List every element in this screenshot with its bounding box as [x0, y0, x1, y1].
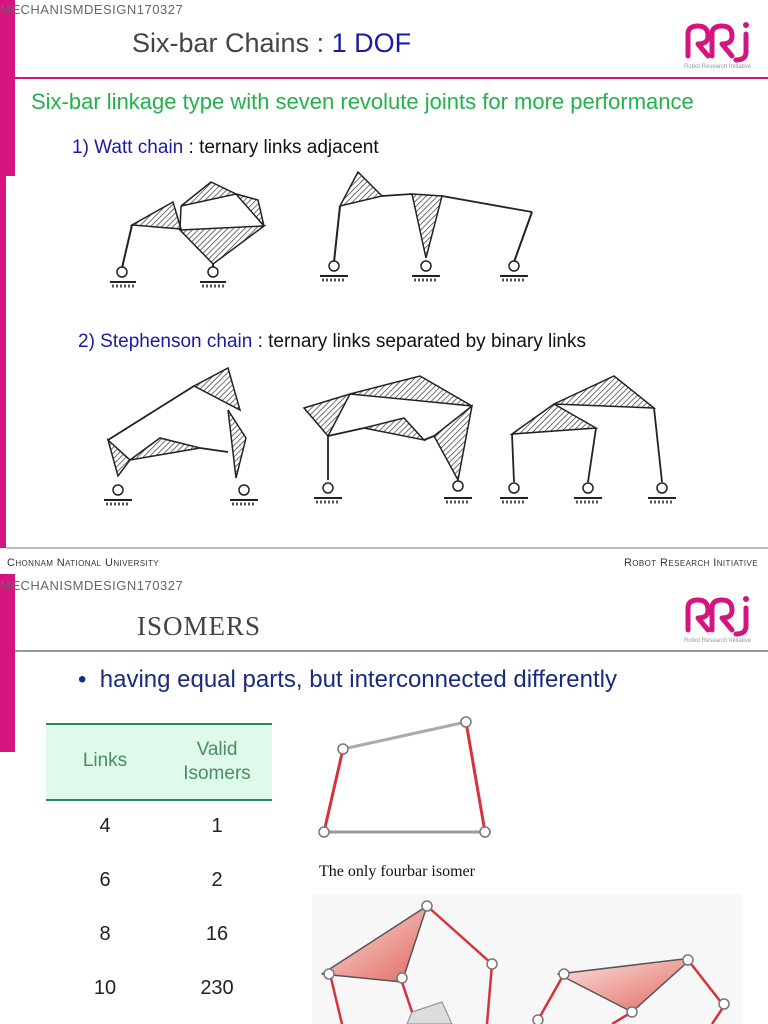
- slide1-left-bar: [0, 0, 15, 176]
- table-header-isomers: Valid Isomers: [183, 739, 251, 784]
- slide1-subtitle: Six-bar linkage type with seven revolute joints for more performance: [31, 89, 694, 114]
- table-cell-isomers: 1: [211, 815, 223, 837]
- table-cell-isomers: 2: [211, 869, 223, 891]
- fourbar-caption: The only fourbar isomer: [319, 863, 475, 880]
- slide1-footer-divider: [6, 547, 768, 549]
- table-cell-links: 10: [93, 977, 117, 999]
- rri-logo-2: [684, 594, 756, 646]
- fourbar-isomer-diagram: [314, 712, 500, 842]
- table-cell-links: 4: [99, 815, 111, 837]
- slide2-bullet: • having equal parts, but interconnected differently: [78, 666, 617, 693]
- table-cell-links: 8: [99, 923, 111, 945]
- slide1-top-divider: [15, 77, 768, 79]
- slide1-title: Six-bar Chains : 1 DOF: [132, 28, 412, 58]
- rri-logo-subtitle-2: Robot Research Initiative: [684, 638, 752, 644]
- stephenson-chain-diagram-c: [498, 370, 684, 516]
- table-cell-links: 6: [99, 869, 111, 891]
- sixbar-isomers-diagram: [312, 894, 742, 1024]
- slide1-course-label: MECHANISMDESIGN170327: [0, 2, 184, 17]
- slide1-footer-left: Chonnam National University: [7, 557, 160, 569]
- bullet-dot-icon: •: [78, 666, 87, 693]
- slide1-left-bar-thin: [0, 176, 6, 548]
- stephenson-chain-diagram-b: [300, 368, 478, 514]
- table-cell-isomers: 230: [200, 977, 234, 999]
- table-cell-isomers: 16: [205, 923, 229, 945]
- slide2-course-label: MECHANISMDESIGN170327: [0, 578, 184, 593]
- slide2-title: ISOMERS: [137, 611, 262, 641]
- watt-chain-diagram-a: [108, 178, 283, 302]
- table-header-links: Links: [82, 750, 128, 771]
- rri-logo-subtitle: Robot Research Initiative: [684, 64, 752, 70]
- slide2-left-bar: [0, 574, 15, 752]
- stephenson-chain-diagram-a: [100, 364, 260, 520]
- watt-chain-heading: 1) Watt chain : ternary links adjacent: [72, 137, 379, 158]
- stephenson-chain-heading: 2) Stephenson chain : ternary links separated by binary links: [78, 331, 587, 352]
- slide2-top-divider: [15, 650, 768, 652]
- rri-logo: [684, 20, 756, 72]
- slide1-footer-right: Robot Research Initiative: [623, 557, 758, 569]
- watt-chain-diagram-b: [320, 166, 540, 302]
